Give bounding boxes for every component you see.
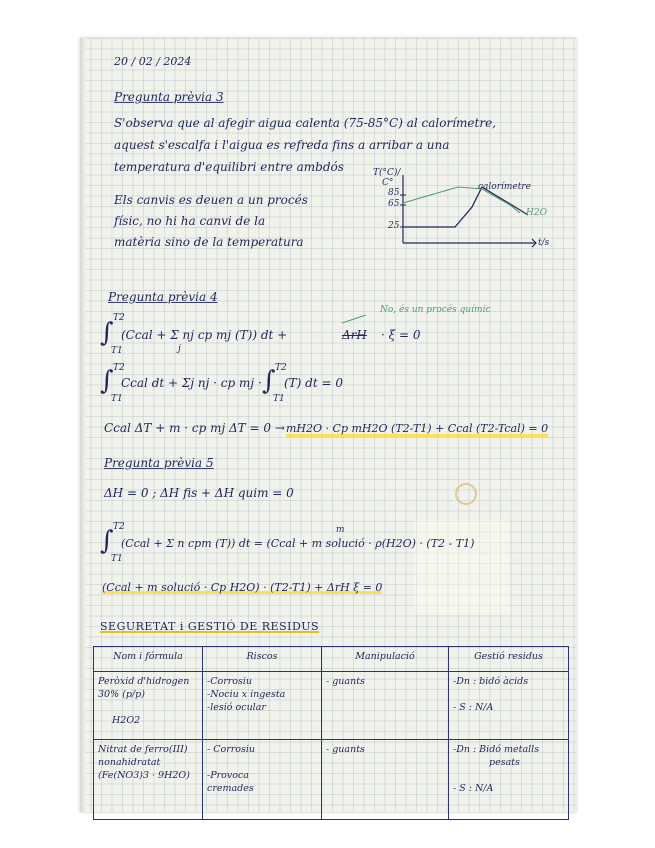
- y-tick-25: 25: [388, 221, 400, 231]
- cell-name: [94, 672, 203, 740]
- int4-bot: T1: [111, 554, 123, 564]
- q3-line-2: aquest s'escalfa i l'aigua es refreda fins a arribar a una: [114, 138, 450, 152]
- q5-eq3-highlight: (Ccal + m solució · Cp H2O) · (T2-T1) + ΔrH ξ = 0: [102, 581, 383, 594]
- cell-name: [94, 740, 203, 820]
- graph-ylabel: T(°C)/: [373, 168, 401, 178]
- waste-table: [93, 646, 569, 820]
- graph-xlabel: t/s: [538, 238, 550, 248]
- q3-note-2: físic, no hi ha canvi de la: [114, 214, 266, 228]
- cell-line: -Dn : bidó àcids: [453, 676, 529, 687]
- date: 20 / 02 / 2024: [114, 55, 192, 68]
- cell-line: [453, 769, 564, 782]
- cell-line: [98, 701, 198, 714]
- cell-line: -Provoca: [207, 770, 249, 781]
- col-name: Nom i fórmula: [94, 647, 203, 672]
- cell-line: - guants: [326, 744, 365, 755]
- cell-line: pesats: [489, 757, 520, 768]
- cell-line: -Dn : Bidó metalls: [453, 744, 540, 755]
- cell-waste: [449, 672, 569, 740]
- safety-heading: SEGURETAT i GESTIÓ DE RESIDUS: [100, 620, 320, 633]
- cell-line: - Corrosiu: [207, 744, 256, 755]
- q4-eq3: Ccal ΔT + m · cp mj ΔT = 0 →: [104, 421, 285, 435]
- cell-line: Peròxid d'hidrogen: [98, 676, 190, 687]
- int3-top: T2: [275, 363, 287, 373]
- integral-sign-2: ∫: [100, 366, 114, 396]
- q5-eq1: ΔH = 0 ; ΔH fis + ΔH quim = 0: [104, 486, 294, 500]
- table-row: [94, 672, 569, 740]
- cell-line: -lesió ocular: [207, 702, 266, 713]
- q3-note-3: matèria sino de la temperatura: [114, 235, 304, 249]
- cell-line: - guants: [326, 676, 365, 687]
- cell-risks: [203, 740, 322, 820]
- q4-eq3-highlight: mH2O · Cp mH2O (T2-T1) + Ccal (T2-Tcal) = 0: [286, 422, 549, 435]
- cell-line: - S : N/A: [453, 783, 494, 794]
- int3-bot: T1: [273, 394, 285, 404]
- q5-eq2: (Ccal + Σ n cpm (T)) dt = (Ccal + m solució · ρ(H2O) · (T2 - T1): [121, 537, 475, 550]
- q4-eq1-sub: j: [178, 344, 181, 354]
- int4-top: T2: [113, 522, 125, 532]
- col-risks: Riscos: [203, 647, 322, 672]
- cell-line: (Fe(NO3)3 · 9H2O): [98, 770, 190, 781]
- cell-line: nonahidratat: [98, 757, 161, 768]
- col-waste: Gestió residus: [449, 647, 569, 672]
- cell-line: H2O2: [112, 715, 141, 726]
- int1-top: T2: [113, 313, 125, 323]
- integral-sign-3: ∫: [262, 366, 276, 396]
- cell-line: -Nociu x ingesta: [207, 689, 286, 700]
- q3-note-1: Els canvis es deuen a un procés: [114, 193, 308, 207]
- annotation-arrow: [340, 313, 370, 325]
- calorimeter-curve: [403, 187, 528, 227]
- graph-yunit: C°: [382, 178, 394, 188]
- q4-eq1-delta: ΔrH: [342, 328, 367, 342]
- int1-bot: T1: [111, 346, 123, 356]
- cell-line: -Corrosiu: [207, 676, 253, 687]
- cell-line: cremades: [207, 783, 254, 794]
- table-header-row: [94, 647, 569, 672]
- cell-handling: [322, 740, 449, 820]
- q5-heading: Pregunta prèvia 5: [104, 456, 214, 470]
- table-row: [94, 740, 569, 820]
- notebook-margin: [80, 38, 86, 812]
- paper-glare: [415, 520, 510, 615]
- q4-heading: Pregunta prèvia 4: [108, 290, 218, 304]
- q3-heading: Pregunta prèvia 3: [114, 90, 224, 104]
- q4-eq1-rest: · ξ = 0: [381, 328, 421, 342]
- col-handling: Manipulació: [322, 647, 449, 672]
- cell-line: [207, 756, 317, 769]
- cell-waste: [449, 740, 569, 820]
- int2-top: T2: [113, 363, 125, 373]
- legend-water: H2O: [526, 208, 547, 218]
- q4-eq2-b: (T) dt = 0: [284, 376, 344, 390]
- q3-line-3: temperatura d'equilibri entre ambdós: [114, 160, 344, 174]
- cell-line: 30% (p/p): [98, 689, 145, 700]
- q5-eq2-m: m: [336, 525, 345, 535]
- cell-risks: [203, 672, 322, 740]
- integral-sign-1: ∫: [100, 318, 114, 348]
- y-tick-65: 65: [388, 199, 400, 209]
- q4-eq1-body: (Ccal + Σ nj cp mj (T)) dt +: [121, 328, 288, 342]
- int2-bot: T1: [111, 394, 123, 404]
- cell-line: Nitrat de ferro(III): [98, 744, 188, 755]
- coffee-stain: [455, 483, 477, 505]
- integral-sign-4: ∫: [100, 526, 114, 556]
- cell-handling: [322, 672, 449, 740]
- q4-annotation: No, és un procés químic: [380, 305, 491, 315]
- q4-eq2-a: Ccal dt + Σj nj · cp mj ·: [121, 376, 262, 390]
- legend-calorimeter: calorímetre: [478, 182, 531, 192]
- cell-line: [453, 688, 564, 701]
- y-tick-85: 85: [388, 188, 400, 198]
- q3-line-1: S'observa que al afegir aigua calenta (75-85°C) al calorímetre,: [114, 116, 497, 130]
- cell-line: - S : N/A: [453, 702, 494, 713]
